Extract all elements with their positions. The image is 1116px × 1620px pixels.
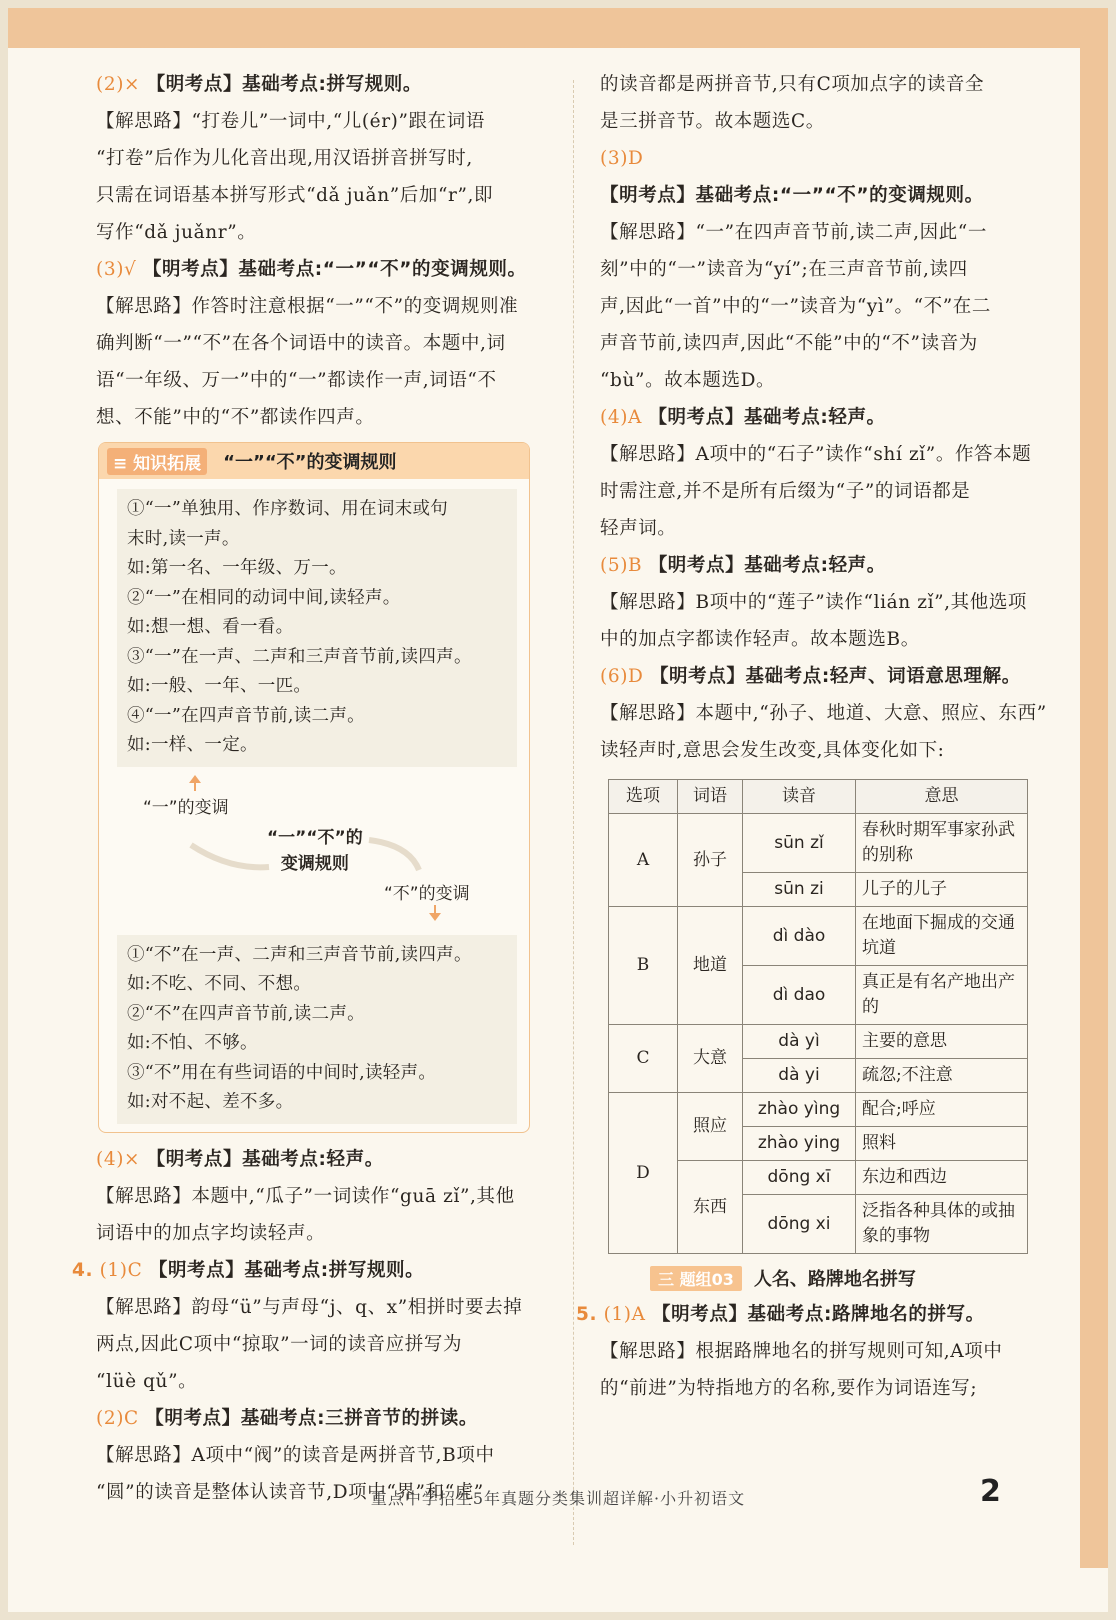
word-cell: 大意: [678, 1025, 743, 1093]
footer: 重点中学招生5年真题分类集训超详解·小升初语文: [370, 1489, 746, 1508]
text-line: 【解思路】A项中“阀”的读音是两拼音节,B项中: [96, 1444, 495, 1466]
text-line: 声音节前,读四声,因此“不能”中的“不”读音为: [600, 333, 978, 354]
knowledge-title: “一”“不”的变调规则: [223, 452, 397, 473]
decorative-top-border: [8, 8, 1108, 48]
right-column: [576, 66, 1050, 1407]
knowledge-box: [98, 442, 530, 1133]
q6-head: (6)D 【明考点】基础考点:轻声、词语意思理解。: [600, 666, 1021, 687]
knowledge-label: ≡ 知识拓展: [107, 448, 207, 475]
meaning-cell: 疏忽;不注意: [856, 1059, 1028, 1093]
rule-line: 末时,读一声。: [127, 528, 240, 549]
opt-cell: A: [609, 814, 678, 907]
q4-1-head: 4. (1)C 【明考点】基础考点:拼写规则。: [72, 1259, 425, 1281]
rule-line: ③“一”在一声、二声和三声音节前,读四声。: [127, 646, 472, 667]
text-line: 只需在词语基本拼写形式“dǎ juǎn”后加“r”,即: [96, 185, 494, 206]
pinyin-cell: sūn zi: [743, 873, 856, 907]
rule-line: 如:第一名、一年级、万一。: [127, 558, 347, 578]
rule-line: 如:对不起、差不多。: [127, 1092, 294, 1112]
text-line: “lüè qǔ”。: [96, 1370, 198, 1392]
col-header: 选项: [609, 780, 678, 814]
light-tone-table: [608, 779, 1028, 1254]
pinyin-cell: zhào ying: [743, 1127, 856, 1161]
rule-line: 如:一样、一定。: [127, 735, 258, 755]
rule-line: ③“不”用在有些词语的中间时,读轻声。: [127, 1062, 437, 1083]
table-row: [609, 1093, 1028, 1127]
page-number: 2: [980, 1474, 1001, 1509]
text-line: 词语中的加点字均读轻声。: [96, 1222, 326, 1244]
text-line: 想、不能”中的“不”都读作四声。: [96, 407, 375, 428]
meaning-cell: 在地面下掘成的交通坑道: [856, 907, 1028, 966]
page: [8, 8, 1108, 1612]
knowledge-point: 【明考点】基础考点:“一”“不”的变调规则。: [600, 185, 984, 206]
opt-cell: D: [609, 1093, 678, 1254]
pinyin-cell: dōng xī: [743, 1161, 856, 1195]
text-line: 【解思路】B项中的“莲子”读作“lián zǐ”,其他选项: [600, 592, 1028, 613]
text-line: 【解思路】根据路牌地名的拼写规则可知,A项中: [600, 1341, 1003, 1362]
mind-map: [99, 775, 529, 925]
rule-line: 如:一般、一年、一匹。: [127, 676, 312, 696]
text-line: 的“前进”为特指地方的名称,要作为词语连写;: [600, 1378, 978, 1399]
mind-center-line1: “一”“不”的: [267, 827, 363, 848]
text-line: 【解思路】本题中,“孙子、地道、大意、照应、东西”: [600, 703, 1047, 724]
bu-rules: [117, 935, 517, 1124]
column-divider: [573, 80, 574, 1545]
rule-line: 如:不吃、不同、不想。: [127, 974, 312, 994]
text-line: 刻”中的“一”读音为“yí”;在三声音节前,读四: [600, 259, 968, 280]
meaning-cell: 照料: [856, 1127, 1028, 1161]
word-cell: 照应: [678, 1093, 743, 1161]
text-line: 时需注意,并不是所有后缀为“子”的词语都是: [600, 481, 971, 502]
left-column: [72, 66, 551, 1511]
q4-head: (4)A 【明考点】基础考点:轻声。: [600, 407, 886, 428]
opt-cell: C: [609, 1025, 678, 1093]
pinyin-cell: dì dao: [743, 966, 856, 1025]
text-line: 【解思路】A项中的“石子”读作“shí zǐ”。作答本题: [600, 444, 1032, 465]
section-name: 人名、路牌地名拼写: [753, 1269, 916, 1290]
section-heading: [650, 1264, 1050, 1292]
q5-1-head: 5. (1)A 【明考点】基础考点:路牌地名的拼写。: [576, 1304, 985, 1325]
q3-4-head: (4)× 【明考点】基础考点:轻声。: [96, 1148, 384, 1170]
pinyin-cell: dà yì: [743, 1025, 856, 1059]
rule-line: ①“不”在一声、二声和三声音节前,读四声。: [127, 944, 472, 965]
meaning-cell: 儿子的儿子: [856, 873, 1028, 907]
word-cell: 孙子: [678, 814, 743, 907]
text-line: 语“一年级、万一”中的“一”都读作一声,词语“不: [96, 370, 497, 391]
text-line: 【解思路】“打卷儿”一词中,“儿(ér)”跟在词语: [96, 111, 485, 132]
mind-center: [267, 825, 363, 877]
q3-head: (3)D: [600, 148, 644, 169]
text-line: 中的加点字都读作轻声。故本题选B。: [600, 629, 920, 650]
text-line: “bù”。故本题选D。: [600, 370, 776, 391]
decorative-right-border: [1080, 8, 1108, 1568]
knowledge-box-header: [99, 443, 529, 479]
rule-line: 如:不怕、不够。: [127, 1033, 258, 1053]
rule-line: ②“不”在四声音节前,读二声。: [127, 1003, 365, 1024]
col-header: 词语: [678, 780, 743, 814]
yi-rules: [117, 489, 517, 767]
text-line: 【解思路】韵母“ü”与声母“j、q、x”相拼时要去掉: [96, 1296, 523, 1318]
rule-line: ②“一”在相同的动词中间,读轻声。: [127, 587, 401, 608]
mind-center-line2: 变调规则: [280, 853, 349, 874]
table-header-row: [609, 780, 1028, 814]
mind-yi: “一”的变调: [143, 797, 229, 818]
mind-bu: “不”的变调: [384, 883, 470, 904]
text-line: 【解思路】“一”在四声音节前,读二声,因此“一: [600, 222, 987, 243]
pinyin-cell: dōng xi: [743, 1195, 856, 1254]
table-row: [609, 1025, 1028, 1059]
q3-2-head: (2)× 【明考点】基础考点:拼写规则。: [96, 74, 422, 95]
meaning-cell: 泛指各种具体的或抽象的事物: [856, 1195, 1028, 1254]
text-line: “圆”的读音是整体认读音节,D项中“界”和“虎”: [96, 1481, 484, 1503]
text-line: 的读音都是两拼音节,只有C项加点字的读音全: [600, 74, 985, 95]
q4-2-head: (2)C 【明考点】基础考点:三拼音节的拼读。: [96, 1407, 478, 1429]
pinyin-cell: zhào yìng: [743, 1093, 856, 1127]
col-header: 读音: [743, 780, 856, 814]
rule-line: ④“一”在四声音节前,读二声。: [127, 705, 365, 726]
meaning-cell: 春秋时期军事家孙武的别称: [856, 814, 1028, 873]
pinyin-cell: dà yi: [743, 1059, 856, 1093]
text-line: 两点,因此C项中“掠取”一词的读音应拼写为: [96, 1333, 463, 1355]
pinyin-cell: sūn zǐ: [743, 814, 856, 873]
section-tag: 三 题组03: [650, 1266, 742, 1291]
text-line: 【解思路】本题中,“瓜子”一词读作“guā zǐ”,其他: [96, 1185, 515, 1207]
text-line: 是三拼音节。故本题选C。: [600, 111, 825, 132]
rule-line: ①“一”单独用、作序数词、用在词末或句: [127, 499, 449, 519]
text-line: 写作“dǎ juǎnr”。: [96, 222, 257, 243]
text-line: 轻声词。: [600, 518, 677, 539]
pinyin-cell: dì dào: [743, 907, 856, 966]
text-line: “打卷”后作为儿化音出现,用汉语拼音拼写时,: [96, 148, 473, 169]
text-line: 声,因此“一首”中的“一”读音为“yì”。“不”在二: [600, 296, 992, 317]
meaning-cell: 主要的意思: [856, 1025, 1028, 1059]
meaning-cell: 配合;呼应: [856, 1093, 1028, 1127]
text-line: 读轻声时,意思会发生改变,具体变化如下:: [600, 740, 945, 761]
q3-3-head: (3)√ 【明考点】基础考点:“一”“不”的变调规则。: [96, 259, 527, 280]
meaning-cell: 东边和西边: [856, 1161, 1028, 1195]
meaning-cell: 真正是有名产地出产的: [856, 966, 1028, 1025]
table-row: [609, 907, 1028, 966]
rule-line: 如:想一想、看一看。: [127, 617, 294, 637]
word-cell: 地道: [678, 907, 743, 1025]
col-header: 意思: [856, 780, 1028, 814]
word-cell: 东西: [678, 1161, 743, 1254]
q5-head: (5)B 【明考点】基础考点:轻声。: [600, 555, 886, 576]
text-line: 确判断“一”“不”在各个词语中的读音。本题中,词: [96, 333, 506, 354]
opt-cell: B: [609, 907, 678, 1025]
text-line: 【解思路】作答时注意根据“一”“不”的变调规则准: [96, 296, 519, 317]
table-row: [609, 814, 1028, 873]
